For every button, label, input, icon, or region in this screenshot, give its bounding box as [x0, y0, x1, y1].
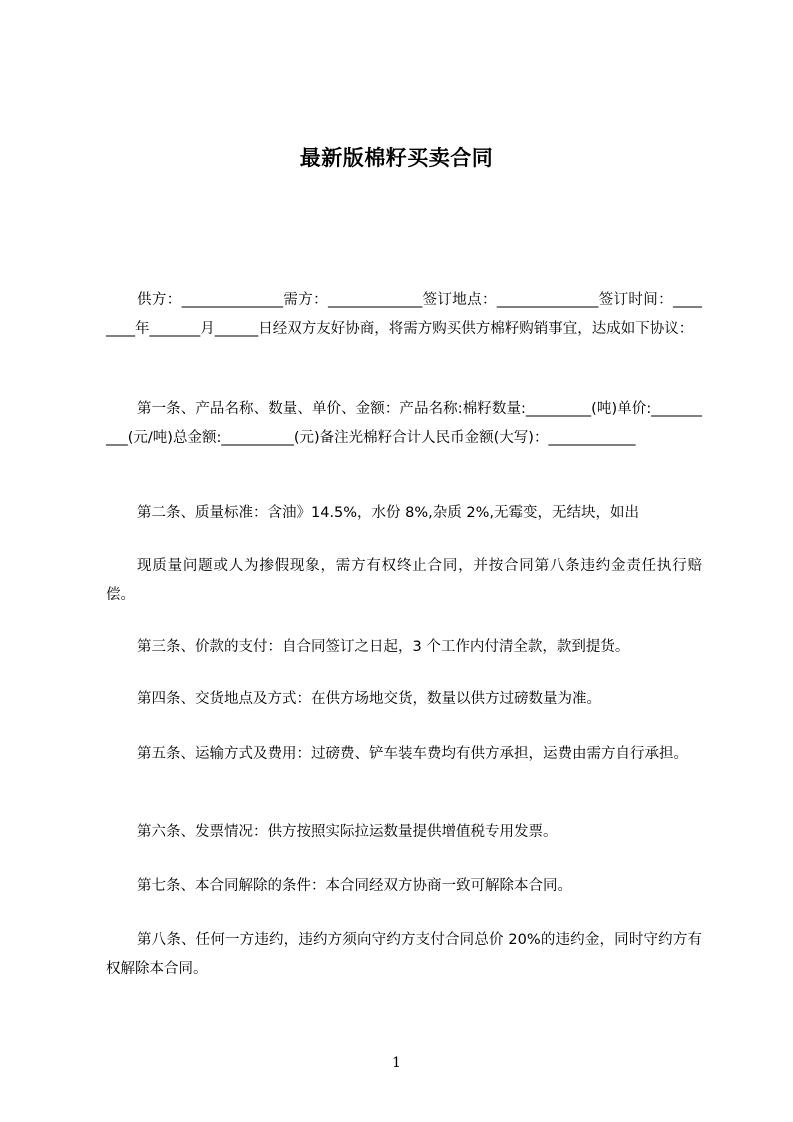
document-title: 最新版棉籽买卖合同: [299, 146, 494, 170]
article-1-paragraph: 第一条、产品名称、数量、单价、金额：产品名称:棉籽数量:_________(吨)单价:__________(元/吨)总金额:__________(元)备注光棉籽合计人民币金额(大写)：____________: [106, 401, 702, 446]
contract-intro-paragraph: 供方：______________需方：_____________签订地点：______________签订时间：________年_______月______日经双方友好协商，将需方购买供方棉籽购销事宜，达成如下协议：: [106, 292, 702, 337]
article-2-paragraph: 第二条、质量标准：含油》14.5%，水份 8%,杂质 2%,无霉变，无结块，如出: [137, 505, 640, 521]
article-6-paragraph: 第六条、发票情况：供方按照实际拉运数量提供增值税专用发票。: [137, 824, 558, 840]
article-5-paragraph: 第五条、运输方式及费用：过磅费、铲车装车费均有供方承担，运费由需方自行承担。: [137, 746, 688, 762]
article-3-paragraph: 第三条、价款的支付：自合同签订之日起，3 个工作内付清全款，款到提货。: [137, 639, 630, 655]
article-8-paragraph: 第八条、任何一方违约，违约方须向守约方支付合同总价 20%的违约金，同时守约方有权解除本合同。: [106, 932, 702, 977]
article-7-paragraph: 第七条、本合同解除的条件：本合同经双方协商一致可解除本合同。: [137, 878, 572, 894]
article-4-paragraph: 第四条、交货地点及方式：在供方场地交货，数量以供方过磅数量为准。: [137, 691, 601, 707]
page-number: 1: [392, 1055, 401, 1071]
article-2-continuation-paragraph: 现质量问题或人为掺假现象，需方有权终止合同，并按合同第八条违约金责任执行赔偿。: [106, 558, 702, 603]
